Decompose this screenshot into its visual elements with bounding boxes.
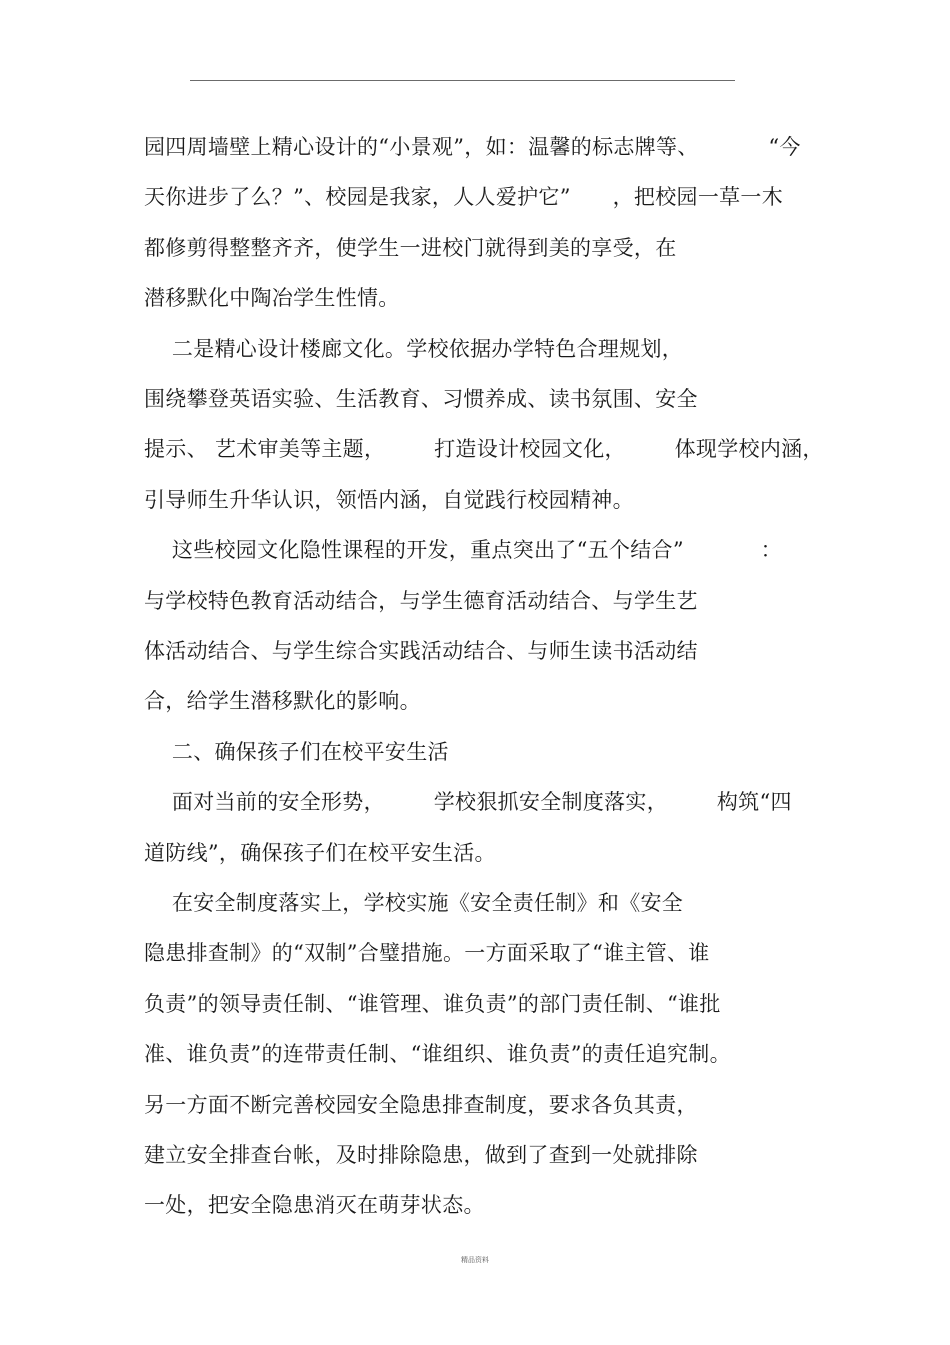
body-text-line: 负责”的领导责任制、“谁管理、谁负责”的部门责任制、“谁批 (144, 992, 721, 1016)
body-text-line: 体活动结合、与学生综合实践活动结合、与师生读书活动结 (144, 639, 698, 663)
body-text-line: 准、谁负责”的连带责任制、“谁组织、谁负责”的责任追究制。 (144, 1042, 731, 1066)
body-text-line: 在安全制度落实上，学校实施《安全责任制》和《安全 (144, 891, 684, 915)
section-heading: 二、确保孩子们在校平安生活 (144, 740, 449, 764)
body-text-line: 建立安全排查台帐，及时排除隐患，做到了查到一处就排除 (144, 1143, 698, 1167)
body-text-line: 与学校特色教育活动结合，与学生德育活动结合、与学生艺 (144, 589, 698, 613)
header-divider (190, 80, 735, 81)
body-text-line: 道防线”，确保孩子们在校平安生活。 (144, 841, 496, 865)
body-text-line: 这些校园文化隐性课程的开发，重点突出了“五个结合” ： (144, 538, 782, 562)
body-text-line: 都修剪得整整齐齐，使学生一进校门就得到美的享受，在 (144, 236, 677, 260)
body-text-line: 隐患排查制》的“双制”合璧措施。一方面采取了“谁主管、谁 (144, 941, 710, 965)
body-text-line: 提示、 艺术审美等主题， 打造设计校园文化， 体现学校内涵， (144, 437, 824, 461)
body-text-line: 围绕攀登英语实验、生活教育、习惯养成、读书氛围、安全 (144, 387, 698, 411)
body-text-line: 引导师生升华认识，领悟内涵，自觉践行校园精神。 (144, 488, 634, 512)
page-footer: 精品资料 (461, 1256, 489, 1264)
body-text-line: 潜移默化中陶冶学生性情。 (144, 286, 400, 310)
body-text-line: 天你进步了么？”、校园是我家，人人爱护它” ，把校园一草一木 (144, 185, 784, 209)
body-text-line: 合，给学生潜移默化的影响。 (144, 689, 421, 713)
body-text-line: 园四周墙壁上精心设计的“小景观”，如：温馨的标志牌等、 “今 (144, 135, 801, 159)
body-text-line: 另一方面不断完善校园安全隐患排查制度，要求各负其责， (144, 1093, 698, 1117)
body-text-line: 面对当前的安全形势， 学校狠抓安全制度落实， 构筑“四 (144, 790, 792, 814)
body-text-line: 二是精心设计楼廊文化。学校依据办学特色合理规划， (144, 337, 684, 361)
body-text-line: 一处，把安全隐患消灭在萌芽状态。 (144, 1193, 485, 1217)
